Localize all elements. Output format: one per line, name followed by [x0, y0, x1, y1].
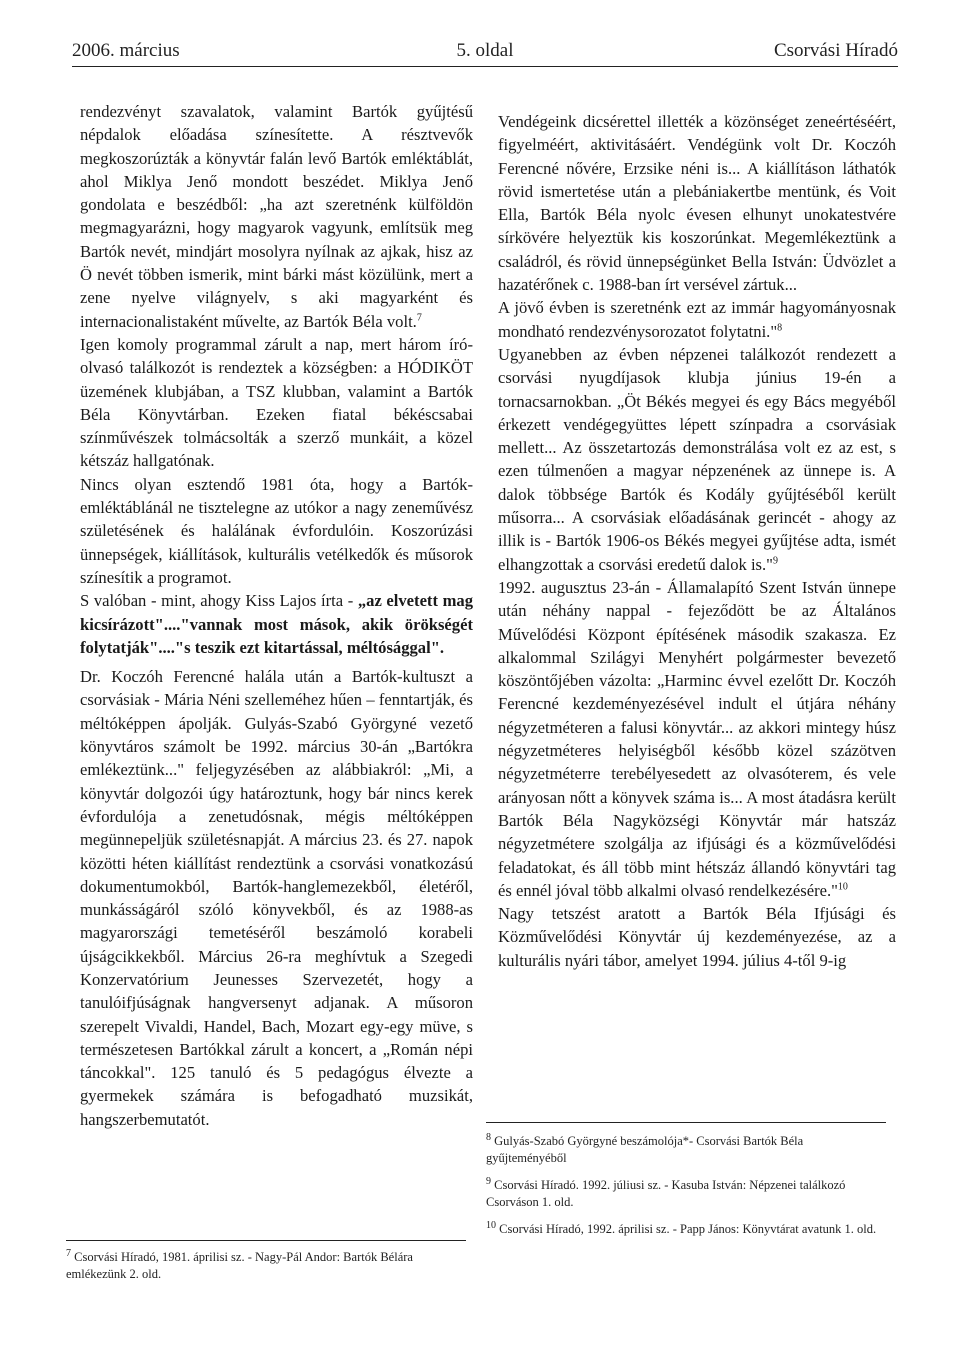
footnote-ref: 7 [416, 312, 422, 324]
paragraph: Dr. Koczóh Ferencné halála után a Bartók-kultuszt a csorvásiak - Mária Néni szelleméhez hűen – fenntartják, és méltóképpen ápolják. Gulyás-Szabó Györgyné vezető könyvtáros számolt be 1992. március 30-án „Bartókra emlékeztünk..." feljegyzésében az alábbiakról: „Mi, a könyvtár dolgozói úgy határoztunk, hogy bár nincs kerek évfordulója a zenetudósnak, mégis méltóképpen megünnepeljük születésnapját. A március 23. és 27. napok közötti héten kiállítást rendeztünk a csorvási vonatkozású dokumentumokból, Bartók-hanglemezekből, életéről, munkásságáról szóló könyvekből, és az 1988-as magyarországi temetéséről beszámoló korabeli újságcikkekből. Március 26-ra meghívtuk a Szegedi Konzervatórium Jeunesses Szervezetét, hogy a tanulóifjúságnak hangversenyt adjanak. A műsoron szerepelt Vivaldi, Handel, Bach, Mozart egy-egy müve, s természetesen Bartókkal zárult a koncert, a „Román népi táncokkal". 125 tanuló és 5 pedagógus élvezte a gyermekek számára is befogadható muzsikát, hangszerbemutatót. [80, 667, 473, 1129]
paragraph: Nagy tetszést aratott a Bartók Béla Ifjúsági és Közművelődési Könyvtár új kezdeményezése, az a kulturális nyári tábor, amelyet 1994. július 4-től 9-ig [498, 904, 896, 970]
paragraph: Igen komoly programmal zárult a nap, mert három író-olvasó találkozót is rendeztek a községben: a HÓDIKÖT üzemének klubjában, a TSZ klubban, valamint a Bartók Béla Könyvtárban. Ezeken fiatal békéscsabai színművészek tolmácsolták a szerző munkáit, a közel kétszáz hallgatónak. [80, 334, 473, 471]
page-header [72, 40, 898, 67]
footnote-9: $^9$ Csorvási Híradó. 1992. júliusi sz. - Kasuba István: Népzenei találkozó Csorváson 1. old. [486, 1175, 846, 1209]
paragraph: Nincs olyan esztendő 1981 óta, hogy a Bartók-emléktáblánál ne tisztelegne az utókor a nagy zeneművész születésének és halálának évfordulóin. Koszorúzási ünnepségek, kiállítások, kulturális vetélkedők és műsorok színesítik a programot. [80, 474, 473, 587]
publication-title: Csorvási Híradó [773, 40, 898, 61]
footnote-8: $^8$ Gulyás-Szabó Györgyné beszámolója*- Csorvási Bartók Béla gyűjteményéből [486, 1131, 804, 1165]
paragraph: Vendégeink dicsérettel illették a közönséget zeneértéséért, figyelméért, aktivitásáért. Vendégünk volt Dr. Koczóh Ferencné nővére, Erzsike néni is... A kiállításon láthatók rövid ismertetése után a plebániakertbe mentünk, és Voit Ella, Bartók Béla nyolc évesen elhunyt unokatestvére sírkövére helyeztük kis koszorúnkat. Megemlékeztünk a családról, és rövid ünnepségünket Bella István: Üdvözlet a hazatérőnek c. 1988-ban írt versével zártuk... [498, 112, 896, 295]
left-column [80, 100, 473, 1131]
footnotes-left [66, 1240, 466, 1293]
paragraph: rendezvényt szavalatok, valamint Bartók gyűjtésű népdalok előadása színesítette. A résztvevők megkoszorúzták a könyvtár falán levő Bartók emléktáblát, ahol Miklya Jenő mondott beszédet. Miklya Jenő gondolata e beszédből: „ha azt szeretnénk külföldön megmagyarázni, hogy magyarok vagyunk, említsük meg Bartók nevét, mindjárt mosolyra nyílnak az ajkak, hisz az Ö nevét többen ismerik, mint bárki mást közülünk, mert a zene nyelve világnyelv, s aki magyarként és internacionalistaként művelte, az Bartók Béla volt.$^7$ [80, 102, 473, 331]
paragraph: S valóban - mint, ahogy Kiss Lajos írta - „az elvetett mag kicsírázott"...."vannak most mások, akik örökségét folytatják"...."s teszik ezt kitartással, méltósággal". [80, 591, 473, 657]
right-column [498, 110, 896, 972]
paragraph: 1992. augusztus 23-án - Államalapító Szent István ünnepe után néhány nappal - fejeződött be az Általános Művelődési Központ építésének második szakasza. Ez alkalommal Szilágyi Menyhért polgármester bevezető köszöntőjében vázolta: „Harminc évvel ezelőtt Dr. Koczóh Ferencné kezdeményezésével indult el útjára néhány négyzetméteren a falusi könyvtár... az akkori mintegy húsz négyzetméteres helyiségből később közel százötven négyzetméterre terebélyesedett az olvasóterem, és vele arányosan nőtt a könyvek száma is... A most átadásra került Bartók Béla Nagyközségi Könyvtár már hatszáz négyzetmétere szolgálja az ifjúsági és a közművelődési feladatokat, és áll több mint hétszáz állandó könyvtári tag és ennél jóval több alkalmi olvasó rendelkezésére."$^{10}$ [498, 577, 896, 900]
issue-date: 2006. március [72, 40, 180, 61]
footnotes-right [486, 1122, 886, 1248]
quote-bold: „az elvetett mag kicsírázott"...."vannak most mások, akik örökségét folytatják"...."s teszik ezt kitartással, méltósággal". [80, 591, 473, 657]
footnote-ref: 9 [772, 555, 778, 567]
page-number: 5. oldal [456, 40, 514, 61]
footnote-ref: 10 [837, 881, 848, 893]
footnote-7: $^7$ Csorvási Híradó, 1981. áprilisi sz. - Nagy-Pál Andor: Bartók Bélára emlékezünk 2. old. [66, 1247, 413, 1281]
paragraph: A jövő évben is szeretnénk ezt az immár hagyományosnak mondható rendezvénysorozatot folytatni."$^8$ [498, 298, 896, 341]
footnote-10: $^{10}$ Csorvási Híradó, 1992. áprilisi sz. - Papp János: Könyvtárat avatunk 1. old. [486, 1219, 877, 1236]
paragraph: Ugyanebben az évben népzenei találkozót rendezett a csorvási nyugdíjasok klubja június 19-én a tornacsarnokban. „Öt Békés megyei és egy Bács megyéből érkezett vendégegyüttes lépett színpadra a csorvásiak mellett... Az összetartozás demonstrálása volt ez az est, s ezen túlmenően a magyar népzenének az ünnepe is. A dalok többsége Bartók és Kodály gyűjtéséből került műsorra... A csorvásiak előadásának gerincét - ahogy az illik is - Bartók 1906-os Békés megyei gyűjtése adta, ismét elhangzottak a csorvási eredetű dalok is."$^9$ [498, 344, 896, 574]
footnote-ref: 8 [777, 322, 783, 334]
